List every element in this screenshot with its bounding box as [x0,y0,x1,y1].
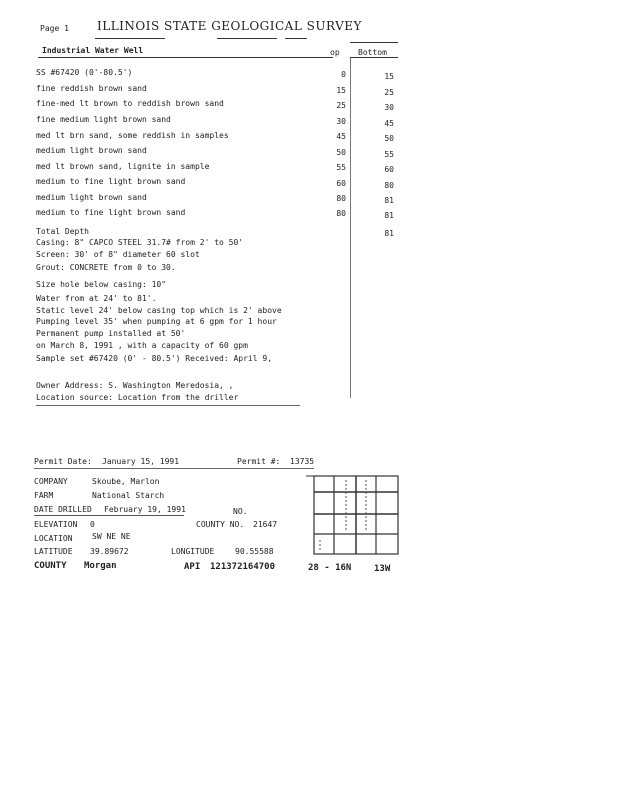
lithology-description: medium to fine light brown sand [36,177,186,186]
bottom-column-header: Bottom [358,48,387,57]
notes-end-rule [36,405,300,406]
screen-note: Screen: 30' of 8" diameter 60 slot [36,250,200,259]
top-column-header: op [330,48,340,57]
permit-number-value: 13735 [290,457,315,466]
county-number-label: COUNTY NO. [196,520,245,529]
document-title: ILLINOIS STATE GEOLOGICAL SURVEY [97,19,362,33]
longitude-value: 90.55588 [235,547,274,556]
lithology-top: 80 [336,209,346,218]
latitude-label: LATITUDE [34,547,73,556]
date-drilled-label: DATE DRILLED [34,505,92,514]
pumping-level-note: Pumping level 35' when pumping at 6 gpm for 1 hour [36,317,277,326]
company-value: Skoube, Marlon [92,477,160,486]
longitude-label: LONGITUDE [171,547,215,556]
page-number: Page 1 [40,24,69,33]
lithology-top: 50 [336,148,346,157]
lithology-description: fine medium light brown sand [36,115,171,124]
township-value: 28 - 16N [308,563,352,573]
lithology-description: med lt brown sand, lignite in sample [36,162,210,171]
column-divider [350,58,351,398]
lithology-top: 30 [336,117,346,126]
api-label: API [184,562,201,572]
lithology-top: 45 [336,132,346,141]
lithology-description: fine reddish brown sand [36,84,147,93]
farm-label: FARM [34,491,54,500]
lithology-bottom: 80 [384,181,394,190]
lithology-description: med lt brn sand, some reddish in samples [36,131,229,140]
lithology-bottom: 45 [384,119,394,128]
lithology-description: medium light brown sand [36,193,147,202]
permit-rule [34,468,314,469]
location-source-note: Location source: Location from the driller [36,393,239,402]
county-value: Morgan [84,561,117,571]
lithology-description: medium light brown sand [36,146,147,155]
lithology-bottom: 55 [384,150,394,159]
lithology-bottom: 81 [384,196,394,205]
sample-set-note: Sample set #67420 (0' - 80.5') Received: April 9, [36,354,273,363]
api-value: 121372164700 [210,562,276,572]
sample-set-line: SS #67420 (0'-80.5') [36,68,133,77]
hole-size-note: Size hole below casing: 10" [36,280,167,289]
total-depth-label: Total Depth [36,227,89,236]
lithology-top: 55 [336,163,346,172]
elevation-label: ELEVATION [34,520,78,529]
location-value: SW NE NE [92,532,131,541]
section-location-grid [306,470,402,558]
location-label: LOCATION [34,534,73,543]
county-number-value: 21647 [253,520,278,529]
title-underline-1 [95,38,165,39]
header-rule-top-right [350,42,398,43]
permit-date-label: Permit Date: [34,457,92,466]
casing-note: Casing: 8" CAPCO STEEL 31.7# from 2' to 50' [36,238,244,247]
permit-date-value: January 15, 1991 [102,457,180,466]
farm-value: National Starch [92,491,165,500]
lithology-top: 60 [336,179,346,188]
lithology-description: medium to fine light brown sand [36,208,186,217]
lithology-bottom: 15 [384,72,394,81]
lithology-top: 25 [336,101,346,110]
county-label: COUNTY [34,561,67,571]
date-drilled-value: February 19, 1991 [104,505,186,514]
header-rule-left [38,57,333,58]
static-level-note: Static level 24' below casing top which is 2' above [36,306,282,315]
number-label: NO. [233,507,248,516]
title-underline-3 [285,38,307,39]
lithology-top: 15 [336,86,346,95]
title-underline-2 [217,38,277,39]
header-rule-bottom-right [350,57,398,58]
water-from-note: Water from at 24' to 81'. [36,294,157,303]
lithology-bottom: 81 [384,211,394,220]
lithology-top: 0 [341,70,346,79]
lithology-description: fine-med lt brown to reddish brown sand [36,99,224,108]
lithology-top: 80 [336,194,346,203]
range-value: 13W [374,564,391,574]
total-depth-value: 81 [384,229,394,238]
grout-note: Grout: CONCRETE from 0 to 30. [36,263,176,272]
pump-date-note: on March 8, 1991 , with a capacity of 60 gpm [36,341,248,350]
permit-number-label: Permit #: [237,457,281,466]
latitude-value: 39.89672 [90,547,129,556]
lithology-bottom: 30 [384,103,394,112]
well-type-header: Industrial Water Well [42,46,144,55]
date-drilled-underline [34,515,184,516]
owner-address-note: Owner Address: S. Washington Meredosia, , [36,381,234,390]
lithology-bottom: 25 [384,88,394,97]
lithology-bottom: 50 [384,134,394,143]
pump-installed-note: Permanent pump installed at 50' [36,329,186,338]
company-label: COMPANY [34,477,68,486]
lithology-bottom: 60 [384,165,394,174]
elevation-value: 0 [90,520,95,529]
